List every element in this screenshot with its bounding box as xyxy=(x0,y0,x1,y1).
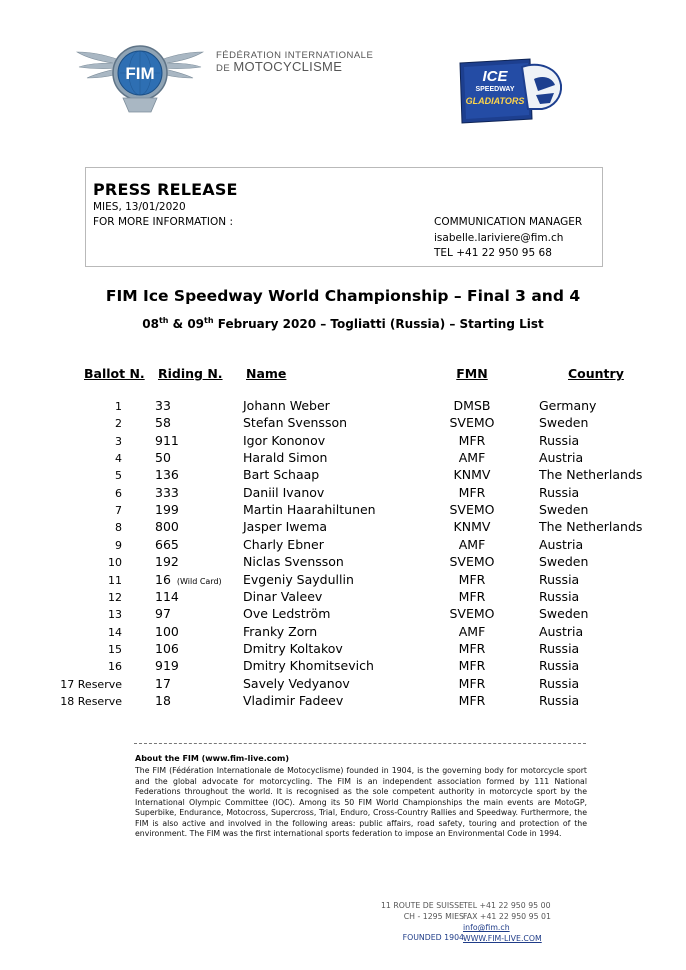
rider-name: Bart Schaap xyxy=(243,467,320,483)
rider-fmn: MFR xyxy=(458,588,486,604)
rider-name: Jasper Iwema xyxy=(243,519,328,535)
ballot-number: 1 xyxy=(115,400,122,413)
riding-number-cell xyxy=(155,450,171,465)
riding-number: 18 xyxy=(155,692,171,708)
federation-name-prefix: DE xyxy=(216,63,234,74)
ballot-number: 5 xyxy=(115,469,122,483)
table-row xyxy=(0,537,686,554)
table-row xyxy=(0,467,686,484)
ballot-number: 10 xyxy=(108,556,122,570)
header-fmn: FMN xyxy=(456,366,488,381)
table-row xyxy=(0,502,686,519)
riding-number: 16 xyxy=(155,571,171,587)
ballot-number: 14 xyxy=(108,625,122,639)
ballot-number: 9 xyxy=(115,538,122,552)
place-date: MIES, 13/01/2020 xyxy=(93,201,186,213)
table-row xyxy=(0,450,686,467)
riding-number-cell xyxy=(155,676,171,691)
riding-number: 58 xyxy=(155,415,171,431)
fim-logo xyxy=(75,30,205,120)
document-title: FIM Ice Speedway World Championship – Final 3 and 4 xyxy=(105,287,581,305)
riding-number-cell xyxy=(155,415,171,430)
rider-name: Dinar Valeev xyxy=(243,588,323,604)
press-release-title: PRESS RELEASE xyxy=(93,180,238,199)
footer-website-link[interactable]: WWW.FIM-LIVE.COM xyxy=(463,934,542,943)
rider-fmn: MFR xyxy=(458,658,486,674)
rider-country: Russia xyxy=(539,588,580,604)
riding-number-cell xyxy=(155,554,179,569)
rider-fmn: KNMV xyxy=(453,467,491,483)
riding-number: 911 xyxy=(155,432,179,448)
rider-country: Austria xyxy=(539,536,584,552)
footer-address-line2: CH - 1295 MIES xyxy=(403,912,464,921)
table-row xyxy=(0,589,686,606)
ballot-number: 13 xyxy=(108,608,122,622)
table-row xyxy=(0,415,686,432)
more-info-label: FOR MORE INFORMATION : xyxy=(93,216,234,228)
rider-name: Dmitry Khomitsevich xyxy=(243,658,374,674)
riding-number-cell xyxy=(155,572,222,587)
table-row xyxy=(0,572,686,589)
about-text: The FIM (Fédération Internationale de Motocyclisme) founded in 1904, is the governing body for motorcycle sport and the global advocate for motorcycling. The FIM is an independent association formed by 111 National Federations throughout the world. It is recognised as the sole competent authority in motorcycle sport by the International Olympic Committee (IOC). Among its 50 FIM World Championships the main events are MotoGP, Superbike, Endurance, Motocross, Supercross, Trial, Enduro, Cross-Country Rallies and Speedway. Furthermore, the FIM is also active and involved in the following areas: public affairs, road safety, touring and protection of the environment. The FIM was the first international sports federation to impose an Environmental Code in 1994. xyxy=(135,766,587,838)
riding-number: 106 xyxy=(155,640,179,656)
footer-founded: FOUNDED 1904 xyxy=(402,933,464,942)
rider-name: Savely Vedyanov xyxy=(243,675,350,691)
ballot-number: 2 xyxy=(115,417,122,431)
table-row xyxy=(0,519,686,536)
contact-email[interactable]: isabelle.lariviere@fim.ch xyxy=(434,232,564,244)
rider-name: Ove Ledström xyxy=(243,606,331,622)
federation-name-main: MOTOCYCLISME xyxy=(233,59,343,74)
subtitle-day1: 08 xyxy=(142,317,159,331)
riding-number-cell xyxy=(155,641,179,656)
rider-name: Stefan Svensson xyxy=(243,415,348,431)
riding-number-cell xyxy=(155,693,171,708)
rider-country: Russia xyxy=(539,571,580,587)
subtitle-day2: 09 xyxy=(187,317,205,331)
rider-fmn: MFR xyxy=(458,675,486,691)
riding-number: 333 xyxy=(155,484,179,500)
riding-number: 800 xyxy=(155,519,179,535)
subtitle-sup2: th xyxy=(204,316,214,325)
rider-country: The Netherlands xyxy=(539,519,643,535)
rider-country: Austria xyxy=(539,623,584,639)
riding-number-cell xyxy=(155,606,171,621)
riding-number-cell xyxy=(155,502,179,517)
rider-fmn: MFR xyxy=(458,692,486,708)
rider-fmn: SVEMO xyxy=(449,606,495,622)
ice-speedway-gladiators-logo xyxy=(458,57,564,125)
rider-name: Johann Weber xyxy=(243,398,330,413)
table-row xyxy=(0,554,686,571)
footer-tel: TEL +41 22 950 95 00 xyxy=(463,901,551,910)
riding-number-cell xyxy=(155,658,179,673)
federation-name-line1: FÉDÉRATION INTERNATIONALE xyxy=(216,50,374,61)
riding-number: 100 xyxy=(155,623,179,639)
rider-name: Charly Ebner xyxy=(243,536,324,552)
rider-fmn: MFR xyxy=(458,571,486,587)
ballot-number: 7 xyxy=(115,504,122,518)
rider-fmn: DMSB xyxy=(453,398,491,413)
rider-fmn: KNMV xyxy=(453,519,491,535)
document-subtitle xyxy=(0,316,686,331)
ballot-number: 3 xyxy=(115,434,122,448)
about-divider xyxy=(134,743,586,744)
footer-fax: FAX +41 22 950 95 01 xyxy=(463,912,551,921)
rider-name: Daniil Ivanov xyxy=(243,484,325,500)
rider-name: Igor Kononov xyxy=(243,432,326,448)
rider-name: Dmitry Koltakov xyxy=(243,640,343,656)
rider-fmn: MFR xyxy=(458,432,486,448)
rider-name: Harald Simon xyxy=(243,450,328,466)
rider-country: Sweden xyxy=(539,606,589,622)
rider-country: Austria xyxy=(539,450,584,466)
header-ballot: Ballot N. xyxy=(84,366,145,381)
riding-number: 97 xyxy=(155,606,171,622)
footer-contacts xyxy=(463,900,551,944)
logo-text-gladiators: GLADIATORS xyxy=(465,96,525,106)
rider-fmn: SVEMO xyxy=(449,502,495,518)
table-row xyxy=(0,398,686,415)
table-row xyxy=(0,606,686,623)
federation-name xyxy=(216,50,373,74)
footer-address xyxy=(300,900,464,922)
riding-number-cell xyxy=(155,624,179,639)
contact-role: COMMUNICATION MANAGER xyxy=(434,216,583,228)
rider-country: Russia xyxy=(539,675,580,691)
table-row xyxy=(0,485,686,502)
rider-country: Russia xyxy=(539,432,580,448)
rider-fmn: MFR xyxy=(458,484,486,500)
riding-number-cell xyxy=(155,537,179,552)
riding-number-cell xyxy=(155,467,179,482)
table-row xyxy=(0,676,686,693)
riding-number: 136 xyxy=(155,467,179,483)
riding-number-cell xyxy=(155,398,171,413)
ballot-number: 15 xyxy=(108,642,122,656)
rider-fmn: MFR xyxy=(458,640,486,656)
wild-card-note: (Wild Card) xyxy=(176,576,222,586)
rider-country: Russia xyxy=(539,692,580,708)
ballot-number: 8 xyxy=(115,521,122,535)
subtitle-rest: February 2020 – Togliatti (Russia) – Starting List xyxy=(213,317,544,331)
ballot-number: 18 Reserve xyxy=(60,694,122,708)
footer-address-line1: 11 ROUTE DE SUISSE xyxy=(380,901,464,910)
riding-number-cell xyxy=(155,519,179,534)
rider-country: Sweden xyxy=(539,415,589,431)
rider-name: Vladimir Fadeev xyxy=(243,692,344,708)
riding-number: 33 xyxy=(155,398,171,413)
riding-number-cell xyxy=(155,433,179,448)
about-title: About the FIM (www.fim-live.com) xyxy=(135,754,289,763)
contact-phone: TEL +41 22 950 95 68 xyxy=(434,247,552,259)
table-row xyxy=(0,433,686,450)
rider-name: Martin Haarahiltunen xyxy=(243,502,376,518)
riding-number: 192 xyxy=(155,554,179,570)
ballot-number: 6 xyxy=(115,486,122,500)
ballot-number: 16 xyxy=(108,660,122,674)
table-row xyxy=(0,641,686,658)
subtitle-sup1: th xyxy=(158,316,169,325)
subtitle-and: & xyxy=(168,317,188,331)
rider-fmn: AMF xyxy=(458,450,486,466)
footer-email-link[interactable]: info@fim.ch xyxy=(463,923,510,932)
rider-name: Evgeniy Saydullin xyxy=(243,571,354,587)
rider-country: Sweden xyxy=(539,554,589,570)
rider-country: Russia xyxy=(539,658,580,674)
header-country: Country xyxy=(568,366,624,381)
rider-country: Sweden xyxy=(539,502,589,518)
table-row xyxy=(0,624,686,641)
rider-fmn: AMF xyxy=(458,536,486,552)
rider-fmn: AMF xyxy=(458,623,486,639)
rider-country: Russia xyxy=(539,640,580,656)
riding-number: 919 xyxy=(155,658,179,674)
rider-name: Franky Zorn xyxy=(243,623,318,639)
rider-country: The Netherlands xyxy=(539,467,643,483)
ballot-number: 4 xyxy=(115,452,122,466)
riding-number-cell xyxy=(155,589,179,604)
logo-text-speedway: SPEEDWAY xyxy=(475,86,515,93)
riding-number-cell xyxy=(155,485,179,500)
rider-fmn: SVEMO xyxy=(449,415,495,431)
rider-country: Russia xyxy=(539,484,580,500)
fim-logo-text: FIM xyxy=(125,64,155,83)
logo-text-ice: ICE xyxy=(482,68,508,85)
header-riding: Riding N. xyxy=(158,366,223,381)
rider-fmn: SVEMO xyxy=(449,554,495,570)
federation-name-line2 xyxy=(216,61,373,74)
ballot-number: 17 Reserve xyxy=(60,677,122,691)
rider-country: Germany xyxy=(539,398,597,413)
ballot-number: 11 xyxy=(108,573,122,587)
riding-number: 17 xyxy=(155,675,171,691)
riding-number: 199 xyxy=(155,502,179,518)
table-row xyxy=(0,693,686,710)
rider-name: Niclas Svensson xyxy=(243,554,344,570)
riding-number: 114 xyxy=(155,588,179,604)
riding-number: 50 xyxy=(155,450,171,466)
ballot-number: 12 xyxy=(108,590,122,604)
riding-number: 665 xyxy=(155,536,179,552)
table-row xyxy=(0,658,686,675)
header-name: Name xyxy=(246,366,287,381)
